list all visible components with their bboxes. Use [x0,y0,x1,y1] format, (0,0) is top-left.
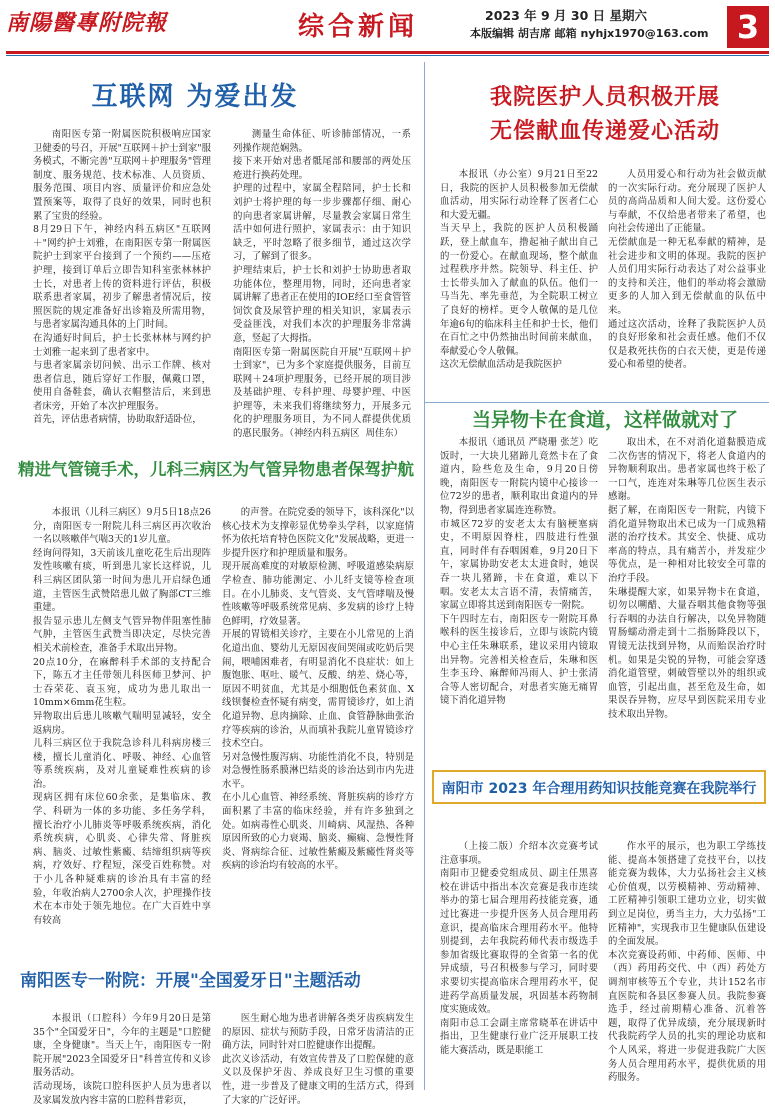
foreign-body-article-title: 当异物卡在食道，这样做就对了 [471,409,738,431]
newspaper-name: 南陽醫專附院報 [6,10,168,36]
blood-article-title-line2: 无偿献血传递爱心活动 [489,119,720,144]
column-divider [424,410,425,1090]
editor-info: 本版编辑 胡吉席 邮箱 nyhjx1970@163.com [470,27,709,40]
blood-article-col2: 人员用爱心和行动为社会做贡献的一次实际行动。充分展现了医护人员的高尚品质和人间大爱。这份爱心与奉献，不仅给患者带来了希望，也向社会传递出了正能量。 无偿献血是一种无私奉献的精神，是社会进步和文明的体现。我院的医护人员们用实际行动表达了对公益事业的支持和关注，他们的举动将会激励更多的人加入到无偿献血的队伍中来。 通过这次活动，诠释了我院医护人员的良好形象和社会责任感。他们不仅仅是救死扶伤的白衣天使，更是传递爱心和希望的使者。 [608,169,766,371]
bronchoscope-article-title: 精进气管镜手术，儿科三病区为气管异物患者保驾护航 [18,460,414,479]
internet-article-col1: 南阳医专第一附属医院积极响应国家卫健委的号召，开展"互联网＋护士到家"服务模式，不断完善"互联网＋护理服务"管理制度、服务规范、技术标准、人员资质、服务范围、项目内容、质量评价和应急处置预案等，取得了良好的效果，同时也积累了宝贵的经验。 8月29日下午，神经内科五病区"互联网＋"网约护士刘雅，在南阳医专第一附属医院护士到家平台接到了一个预约——压疮护理，接到订单后立即告知科室张林林护士长，对患者上传的资料进行评估，积极联系患者家属，初步了解患者情况后，按照医院的规定准备好出诊箱及所需用物，与患者家属沟通具体的上门时间。 在沟通好时间后，护士长张林林与网约护士刘雅一起来到了患者家中。 与患者家属亲切问候、出示工作牌、核对患者信息，随后穿好工作服，佩戴口罩，使用自备鞋套，确认衣帽整洁后，来到患者床旁，开始了本次护理服务。 首先，评估患者病情，协助取舒适卧位， [33,129,211,426]
column-divider [424,62,425,412]
competition-article-col2: 作水平的展示，也为职工学练技能、提高本领搭建了竞技平台，以技能竞赛为载体，大力弘扬社会主义核心价值观，以劳模精神、劳动精神、工匠精神引领职工建功立业，切实做到立足岗位，勇当主力，大力弘扬"工匠精神"，实现我市卫生健康队伍建设的全面发展。 本次竞赛设药师、中药师、医师、中（西）药用药交代、中（西）药处方调剂审核等五个专业，共计152名市直医院和各县区参赛人员。我院参赛选手，经过前期精心准备、沉着答题，取得了优异成绩，充分展现新时代我院药学人员的扎实的理论功底和个人风采，将进一步促进我院广大医务人员合理用药水平，提供优质的用药服务。 [608,841,766,1084]
competition-article-col1: （上接二版）介绍本次竞赛考试注意事项。 南阳市卫健委党组成员、副主任黑喜校在讲话中指出本次竞赛是我市连续举办的第七届合理用药技能竞赛，通过比赛进一步提升医务人员合理用药意识，提高临床合理用药水平。他特别提到，去年我院药师代表市级选手参加省级比赛取得的全省第一名的优异成绩，号召积极参与学习，同时要求要切实提高临床合理用药水平，促进药学高质量发展，巩固基本药物制度实施成效。 南阳市总工会副主席常晓革在讲话中指出，卫生健康行业广泛开展职工技能大赛活动，既是职能工 [440,841,598,1056]
section-title: 综合新闻 [298,12,419,42]
teeth-article-col2: 医生耐心地为患者讲解各类牙齿疾病发生的原因、症状与预防手段，日常牙齿清洁的正确方法，同时针对口腔健康作出提醒。 此次义诊活动，有效宣传普及了口腔保健的意义以及保护牙齿、养成良好卫生习惯的重要性，进一步普及了健康文明的生活方式，得到了大家的广泛好评。 [222,1013,414,1106]
foreign-body-article-col1: 本报讯（通讯员 严晓珊 张芝）吃饭时，一大块儿猪蹄儿竟然卡在了食道内，险些危及生命，9月20日傍晚，南阳医专一附院内镜中心接诊一位72岁的患者，顺利取出食道内的异物，得到患者家属连连称赞。 市城区72岁的安老太太有脑梗塞病史，不明原因脊柱，四肢进行性强直，同时伴有吞咽困难，9月20日下午，家属协助安老太太进食时，她误吞一块儿猪蹄，卡在食道，难以下咽。安老太太言语不清，表情痛苦，家属立即将其送到南阳医专一附院。 下午四时左右，南阳医专一附院耳鼻喉科的医生接诊后，立即与该院内镜中心主任朱琳联系，建议采用内镜取出异物。完善相关检查后，朱琳和医生李玉玲、麻醉师冯雨人、护士张清合等人密切配合，对患者实施无痛胃镜下消化道异物 [440,437,598,707]
blood-article-col1: 本报讯（办公室）9月21日至22日，我院的医护人员积极参加无偿献血活动，用实际行动诠释了医者仁心和大爱无疆。 当天早上，我院的医护人员积极踊跃，登上献血车，撸起袖子献出自己的一份爱心。在献血现场，整个献血过程秩序井然。院领导、科主任、护士长带头加入了献血的队伍。他们一马当先、率先垂范，为全院职工树立了良好的榜样。更令人敬佩的是几位年逾6旬的临床科主任和护士长，他们在百忙之中仍然抽出时间前来献血，奉献爱心令人敬佩。 这次无偿献血活动是我院医护 [440,169,598,371]
section-divider [424,402,769,403]
issue-date: 2023 年 9 月 30 日 星期六 [485,8,647,23]
page-number: 3 [727,6,769,48]
competition-article-title: 南阳市 2023 年合理用药知识技能竞赛在我院举行 [441,781,757,797]
bronchoscope-article-col2: 的声誉。在院党委的领导下，该科深化"以核心技术为支撑彰显优势拳头学科，以家庭情怀为依托培育特色医院文化"发展战略，更进一步提升医疗和护理质量和服务。 现开展高难度的对敏原检测、呼吸道感染病原学检查、肺功能测定、小儿纤支镜等检查项目。在小儿肺炎、支气管炎、支气管哮喘及慢性咳嗽等呼吸系统常见病、多发病的诊疗上特色鲜明，疗效显著。 开展的胃镜相关诊疗，主要在小儿常见的上消化道出血、婴幼儿无原因夜间哭闹或吃奶后哭闹，喂哺困难者，有明显消化不良症状：如上腹饱胀、呕吐、暖气、反酸、纳差、烧心等，原因不明贫血，尤其是小细胞低色素贫血、X线钡餐检查怀疑有病变，需胃镜诊疗，如上消化道异物、息肉摘除、止血、食管静脉曲张治疗等疾病的诊治，从而填补我院儿童胃镜诊疗技术空白。 另对急慢性腹泻病、功能性消化不良，特别是对急慢性肠系膜淋巴结炎的诊治达到市内先进水平。 在小儿心血管、神经系统、肾脏疾病的诊疗方面积累了丰富的临床经验，并有许多独到之处。如病毒性心肌炎、川崎病、风湿热、各种原因所致的心力衰竭、脑炎、癫痫、急慢性肾炎、肾病综合征、过敏性紫癜及紫癜性肾炎等疾病的诊治均有较高的水平。 [222,507,414,872]
bronchoscope-article-col1: 本报讯（儿科三病区）9月5日18点26分，南阳医专一附院儿科三病区再次收治一名以咳嗽伴气喘3天的1岁儿童。 经询问得知，3天前该儿童吃花生后出现阵发性咳嗽有痰，听到患儿家长这样说，儿科三病区团队第一时间为患儿开启绿色通道，主管医生武赞陪患儿做了胸部CT三维重建。 报告显示患儿左侧支气管异物伴阻塞性肺气肿，主管医生武赞当即决定，尽快完善相关术前检查，准备手术取出异物。 20点10分，在麻醉科手术部的支持配合下，陈五才主任带领儿科医师卫梦河、护士吞荣花、袁玉宛，成功为患儿取出一10mm×6mm花生粒。 异物取出后患儿咳嗽气喘明显减轻，安全返病房。 儿科三病区位于我院急诊科儿科病房楼三楼，擅长儿童消化、呼吸、神经、心血管等系统疾病，及对儿童疑难性疾病的诊治。 现病区拥有床位60余张，是集临床、教学、科研为一体的多功能、多任务学科，擅长治疗小儿肺炎等呼吸系统疾病，消化系统疾病，心肌炎、心律失常、肾脏疾病、脑炎、过敏性紫癜、结缔组织病等疾病，疗效好、疗程短，深受百姓称赞。对于小儿各种疑难病的诊治具有丰富的经验，年收治病人2700余人次，护理操作技术在本市处于领先地位。在广大百姓中享有较高 [33,507,211,926]
internet-article-col2: 测量生命体征、听诊肺部情况，一系列操作规范娴熟。 接下来开始对患者骶尾部和腰部的两处压疮进行换药处理。 护理的过程中，家属全程陪同，护士长和刘护士将护理的每一步步骤都仔细、耐心的向患者家属讲解，尽量教会家属日常生活中如何进行照护，家属表示：由于知识缺乏，平时忽略了很多细节，通过这次学习，了解到了很多。 护理结束后，护士长和刘护士协助患者取功能体位，整理用物，同时，还向患者家属讲解了患者正在使用的IOE经口至食管管饲饮食及尿管护理的相关知识，家属表示受益匪浅，对我们本次的护理服务非常满意，竖起了大拇指。 南阳医专第一附属医院自开展"互联网＋护士到家"，已为多个家庭提供服务，目前互联网＋24项护理服务，已经开展的项目涉及基础护理、专科护理、母婴护理、中医护理等，未来我们将继续努力，开展多元化的护理服务项目，为不同人群提供优质的惠民服务。（神经内科五病区 周佳东） [233,129,411,440]
blood-article-title-line1: 我院医护人员积极开展 [489,85,720,110]
teeth-article-title: 南阳医专一附院：开展"全国爱牙日"主题活动 [20,971,361,991]
header-rule [6,51,769,54]
teeth-article-col1: 本报讯（口腔科）今年9月20日是第35个"全国爱牙日"，今年的主题是"口腔健康，全身健康"。当天上午，南阳医专一附院开展"2023全国爱牙日"科普宣传和义诊服务活动。 活动现场，该院口腔科医护人员为患者以及家属发放内容丰富的口腔科普彩页， [33,1013,211,1106]
foreign-body-article-col2: 取出术，在不对消化道黏膜造成二次伤害的情况下，将老人食道内的异物顺利取出。患者家属也终于松了一口气，连连对朱琳等几位医生表示感谢。 据了解，在南阳医专一附院，内镜下消化道异物取出术已成为一门成熟精湛的治疗技术。其安全、快捷、成功率高的特点，具有痛苦小，并发症少等优点，是一种相对比较安全可靠的治疗手段。 朱琳提醒大家，如果异物卡在食道，切勿以嗍醋、大量吞咽其他食物等强行吞咽的办法自行解决，以免异物随胃肠蠕动滑走到十二指肠降段以下，胃镜无法找到异物，从而贻误治疗时机。如果是尖锐的异物，可能会穿透消化道管壁，刺破管壁以外的组织或血管，引起出血，甚至危及生命，如果误吞异物，应尽早到医院采用专业技术取出异物。 [608,437,766,720]
header-rule-thin [6,55,769,56]
internet-article-title: 互联网 为爱出发 [91,82,299,112]
